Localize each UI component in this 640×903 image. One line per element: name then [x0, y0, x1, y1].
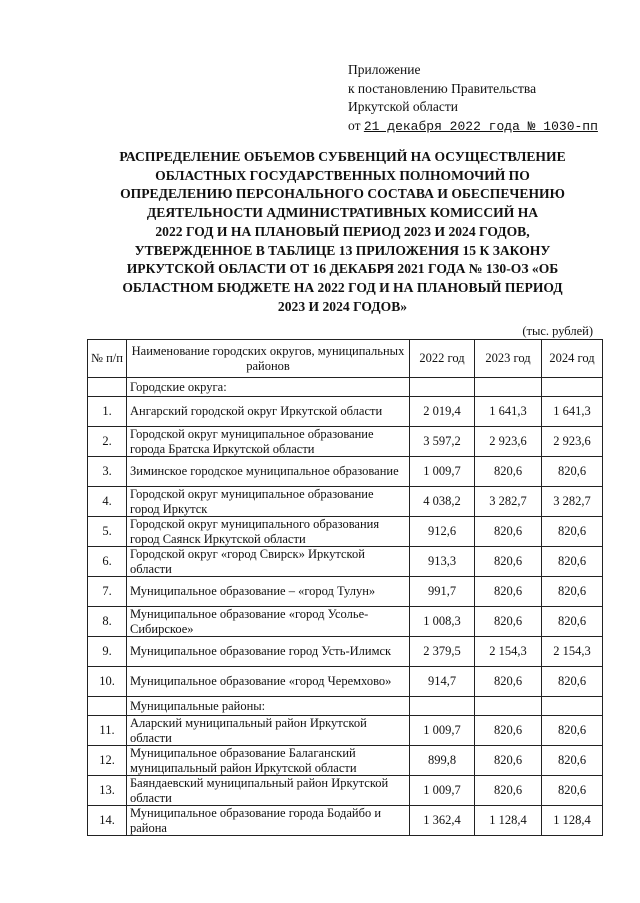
- row-num: 13.: [88, 776, 127, 806]
- row-num: 9.: [88, 637, 127, 667]
- row-2022: 913,3: [410, 547, 475, 577]
- row-2023: 820,6: [475, 716, 542, 746]
- appendix-line-3: Иркутской области: [348, 99, 459, 114]
- title-line: ОПРЕДЕЛЕНИЮ ПЕРСОНАЛЬНОГО СОСТАВА И ОБЕСПЕЧЕНИЮ: [120, 186, 565, 202]
- row-2023: 1 128,4: [475, 806, 542, 836]
- row-2024: 820,6: [542, 517, 603, 547]
- row-name: Городской округ муниципальное образование города Братска Иркутской области: [127, 427, 410, 457]
- header-name: Наименование городских округов, муниципальных районов: [127, 340, 410, 378]
- row-name: Городской округ муниципальное образование город Иркутск: [127, 487, 410, 517]
- table-row: [88, 517, 603, 547]
- row-2024: 820,6: [542, 607, 603, 637]
- row-num: 6.: [88, 547, 127, 577]
- row-name: Муниципальное образование город Усть-Илимск: [127, 637, 410, 667]
- section-empty-cell: [475, 697, 542, 716]
- row-2024: 820,6: [542, 716, 603, 746]
- row-2022: 1 009,7: [410, 457, 475, 487]
- appendix-line-1: Приложение: [348, 62, 421, 77]
- row-2022: 899,8: [410, 746, 475, 776]
- row-2023: 2 923,6: [475, 427, 542, 457]
- appendix-line-4: [348, 117, 598, 137]
- table-row: [88, 716, 603, 746]
- header-2023: 2023 год: [475, 340, 542, 378]
- table-row: [88, 776, 603, 806]
- row-2022: 1 362,4: [410, 806, 475, 836]
- table-row: [88, 397, 603, 427]
- row-2022: 2 379,5: [410, 637, 475, 667]
- table-row: [88, 547, 603, 577]
- header-2024: 2024 год: [542, 340, 603, 378]
- row-2023: 3 282,7: [475, 487, 542, 517]
- section-cities-label: Городские округа:: [127, 378, 410, 397]
- header-num: № п/п: [88, 340, 127, 378]
- section-empty-cell: [410, 697, 475, 716]
- row-2023: 820,6: [475, 746, 542, 776]
- row-2024: 820,6: [542, 577, 603, 607]
- title-line: РАСПРЕДЕЛЕНИЕ ОБЪЕМОВ СУБВЕНЦИЙ НА ОСУЩЕСТВЛЕНИЕ: [119, 149, 566, 164]
- row-2023: 820,6: [475, 547, 542, 577]
- section-districts-row: [88, 697, 603, 716]
- row-2022: 4 038,2: [410, 487, 475, 517]
- table-row: [88, 806, 603, 836]
- row-num: 12.: [88, 746, 127, 776]
- table-row: [88, 746, 603, 776]
- row-2022: 914,7: [410, 667, 475, 697]
- table-row: [88, 667, 603, 697]
- row-2024: 1 641,3: [542, 397, 603, 427]
- row-2022: 1 009,7: [410, 776, 475, 806]
- table-header-row: [88, 340, 603, 378]
- row-2023: 820,6: [475, 517, 542, 547]
- title-line: 2022 ГОД И НА ПЛАНОВЫЙ ПЕРИОД 2023 И 2024 ГОДОВ,: [155, 223, 530, 239]
- table-row: [88, 487, 603, 517]
- row-name: Муниципальное образование – «город Тулун»: [127, 577, 410, 607]
- row-2024: 820,6: [542, 776, 603, 806]
- row-name: Ангарский городской округ Иркутской области: [127, 397, 410, 427]
- row-name: Аларский муниципальный район Иркутской области: [127, 716, 410, 746]
- units-label: (тыс. рублей): [522, 324, 593, 338]
- row-name: Муниципальное образование Балаганский муниципальный район Иркутской области: [127, 746, 410, 776]
- section-empty-cell: [542, 697, 603, 716]
- row-name: Зиминское городское муниципальное образование: [127, 457, 410, 487]
- row-2024: 2 923,6: [542, 427, 603, 457]
- row-name: Муниципальное образование города Бодайбо и района: [127, 806, 410, 836]
- row-num: 2.: [88, 427, 127, 457]
- appendix-block: [348, 61, 598, 136]
- section-empty-cell: [410, 378, 475, 397]
- row-num: 3.: [88, 457, 127, 487]
- row-num: 5.: [88, 517, 127, 547]
- row-2023: 820,6: [475, 667, 542, 697]
- row-name: Городской округ «город Свирск» Иркутской области: [127, 547, 410, 577]
- table-row: [88, 457, 603, 487]
- row-2022: 912,6: [410, 517, 475, 547]
- row-name: Муниципальное образование «город Черемхово»: [127, 667, 410, 697]
- row-2022: 1 008,3: [410, 607, 475, 637]
- row-2022: 3 597,2: [410, 427, 475, 457]
- row-2023: 820,6: [475, 776, 542, 806]
- row-num: 7.: [88, 577, 127, 607]
- title-line: ОБЛАСТНЫХ ГОСУДАРСТВЕННЫХ ПОЛНОМОЧИЙ ПО: [155, 167, 530, 183]
- row-name: Баяндаевский муниципальный район Иркутской области: [127, 776, 410, 806]
- appendix-date-prefix: от: [348, 117, 361, 133]
- row-2023: 820,6: [475, 457, 542, 487]
- row-name: Городской округ муниципального образования город Саянск Иркутской области: [127, 517, 410, 547]
- row-2023: 820,6: [475, 607, 542, 637]
- row-2023: 2 154,3: [475, 637, 542, 667]
- table-row: [88, 577, 603, 607]
- row-2023: 820,6: [475, 577, 542, 607]
- row-num: 11.: [88, 716, 127, 746]
- title-line: УТВЕРЖДЕННОЕ В ТАБЛИЦЕ 13 ПРИЛОЖЕНИЯ 15 К ЗАКОНУ: [134, 242, 551, 258]
- row-2024: 820,6: [542, 457, 603, 487]
- row-2022: 991,7: [410, 577, 475, 607]
- row-2022: 2 019,4: [410, 397, 475, 427]
- appendix-date-value: 21 декабря 2022 года № 1030-пп: [363, 118, 598, 134]
- section-empty-cell: [475, 378, 542, 397]
- row-2024: 820,6: [542, 547, 603, 577]
- header-2022: 2022 год: [410, 340, 475, 378]
- title-line: ИРКУТСКОЙ ОБЛАСТИ ОТ 16 ДЕКАБРЯ 2021 ГОДА № 130-ОЗ «ОБ: [126, 261, 559, 277]
- title-line: ОБЛАСТНОМ БЮДЖЕТЕ НА 2022 ГОД И НА ПЛАНОВЫЙ ПЕРИОД: [122, 279, 563, 295]
- distribution-table: [87, 339, 603, 836]
- row-num: 10.: [88, 667, 127, 697]
- row-num: 14.: [88, 806, 127, 836]
- appendix-line-2: к постановлению Правительства: [348, 80, 537, 96]
- title-line: ДЕЯТЕЛЬНОСТИ АДМИНИСТРАТИВНЫХ КОМИССИЙ НА: [146, 205, 539, 221]
- table-row: [88, 637, 603, 667]
- document-title: [80, 148, 605, 316]
- row-2023: 1 641,3: [475, 397, 542, 427]
- row-2024: 1 128,4: [542, 806, 603, 836]
- row-2024: 820,6: [542, 746, 603, 776]
- table-row: [88, 427, 603, 457]
- row-num: 1.: [88, 397, 127, 427]
- row-2022: 1 009,7: [410, 716, 475, 746]
- row-2024: 820,6: [542, 667, 603, 697]
- table-row: [88, 607, 603, 637]
- section-num-cell: [88, 378, 127, 397]
- row-name: Муниципальное образование «город Усолье-Сибирское»: [127, 607, 410, 637]
- section-empty-cell: [542, 378, 603, 397]
- title-line: 2023 И 2024 ГОДОВ»: [277, 298, 408, 314]
- row-2024: 3 282,7: [542, 487, 603, 517]
- section-districts-label: Муниципальные районы:: [127, 697, 410, 716]
- section-cities-row: [88, 378, 603, 397]
- row-num: 4.: [88, 487, 127, 517]
- row-2024: 2 154,3: [542, 637, 603, 667]
- row-num: 8.: [88, 607, 127, 637]
- section-num-cell: [88, 697, 127, 716]
